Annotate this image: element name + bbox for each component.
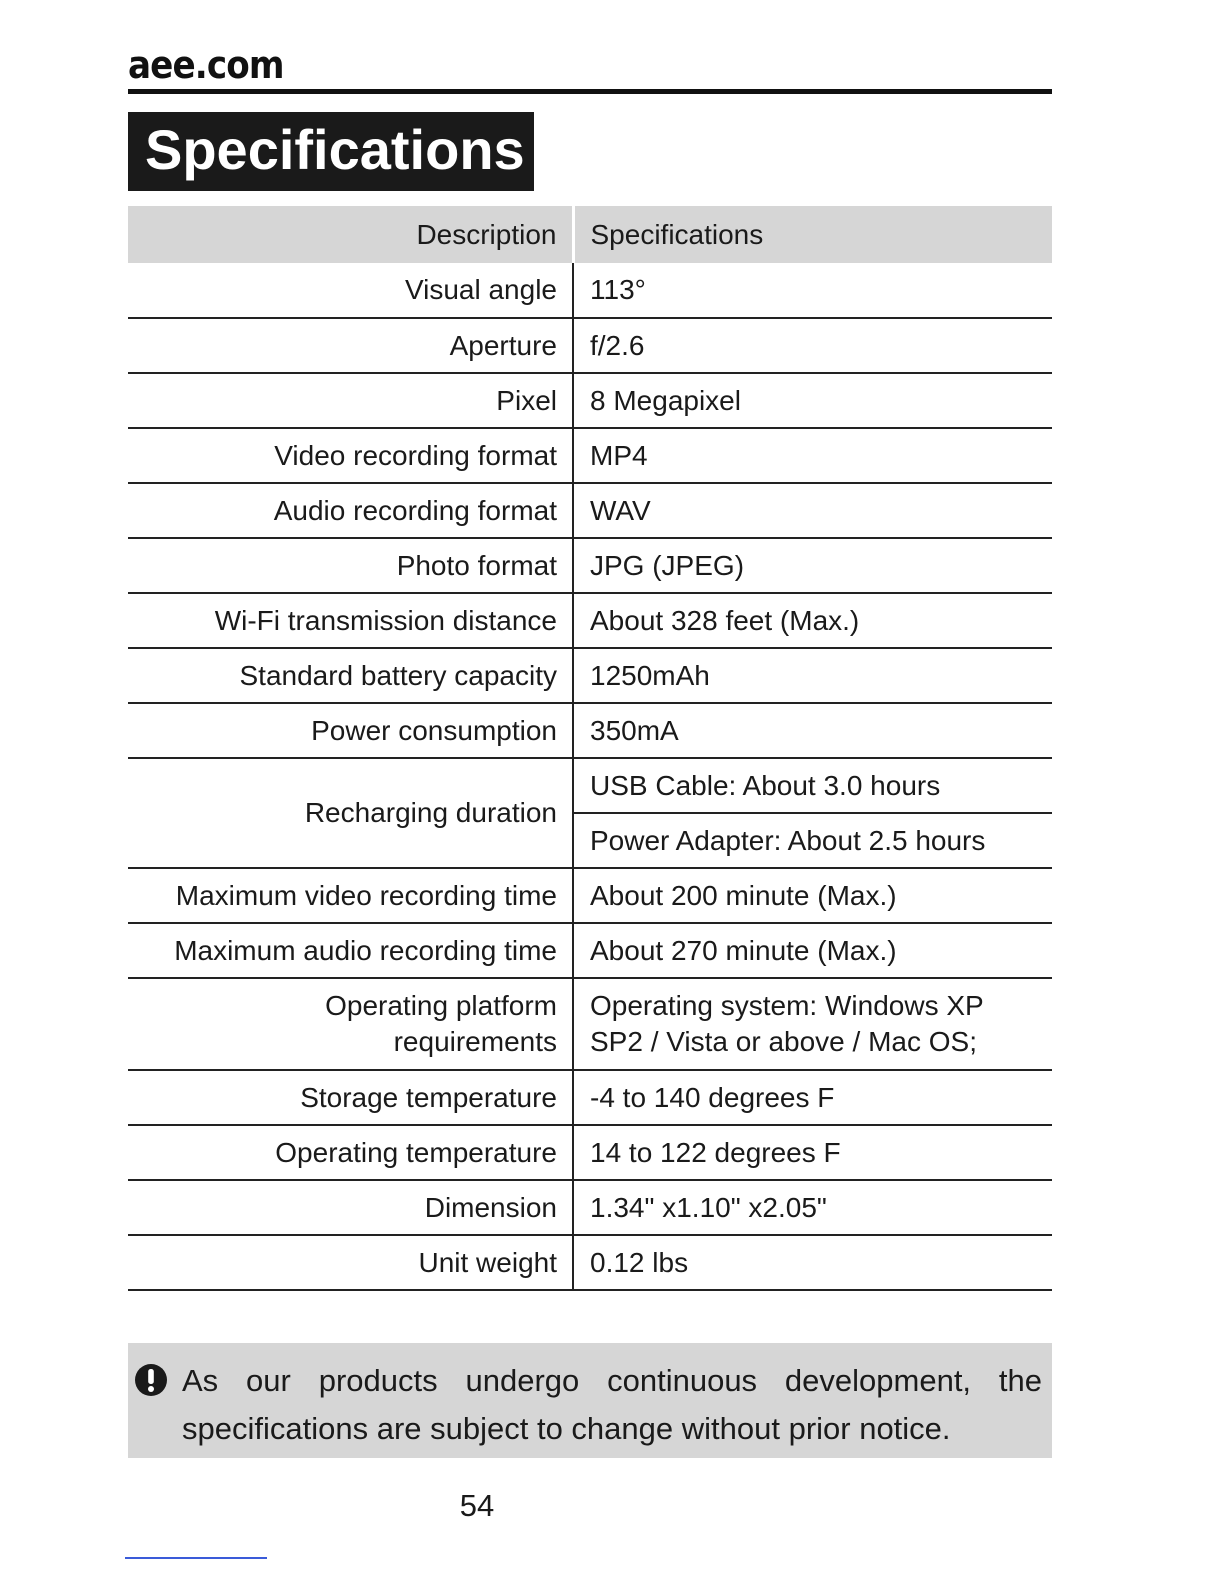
row-description: Maximum video recording time: [128, 868, 573, 923]
table-row: [128, 538, 1052, 593]
table-row: [128, 428, 1052, 483]
table-row: [128, 868, 1052, 923]
row-value: 113°: [573, 263, 1052, 318]
table-row: [128, 1235, 1052, 1290]
notice-text-line: specifications are subject to change without prior notice.: [182, 1411, 951, 1446]
row-description: Visual angle: [128, 263, 573, 318]
row-description-line: Operating platform: [325, 990, 557, 1021]
row-description: Storage temperature: [128, 1070, 573, 1125]
row-description: Recharging duration: [128, 758, 573, 868]
row-description: Dimension: [128, 1180, 573, 1235]
row-description: Aperture: [128, 318, 573, 373]
table-row: [128, 978, 1052, 1070]
table-row: [128, 1180, 1052, 1235]
row-description-line: requirements: [393, 1026, 557, 1057]
row-value: MP4: [573, 428, 1052, 483]
row-value: Power Adapter: About 2.5 hours: [573, 813, 1052, 868]
notice-box: [128, 1343, 1052, 1458]
column-header-description: Description: [128, 206, 573, 263]
row-description: Pixel: [128, 373, 573, 428]
row-value: USB Cable: About 3.0 hours: [573, 758, 1052, 813]
row-description: [128, 978, 573, 1070]
row-description: Photo format: [128, 538, 573, 593]
row-value: WAV: [573, 483, 1052, 538]
row-description: Video recording format: [128, 428, 573, 483]
table-row: [128, 703, 1052, 758]
notice-text-line: As our products undergo continuous development, the: [182, 1363, 1042, 1398]
row-value: About 200 minute (Max.): [573, 868, 1052, 923]
row-description: Standard battery capacity: [128, 648, 573, 703]
row-description: Wi-Fi transmission distance: [128, 593, 573, 648]
row-value: 8 Megapixel: [573, 373, 1052, 428]
row-value-line: Operating system: Windows XP: [590, 990, 984, 1021]
page-title: Specifications: [128, 112, 534, 191]
brand-logo-text: aee.com: [128, 43, 284, 87]
row-description: Power consumption: [128, 703, 573, 758]
table-row: [128, 1125, 1052, 1180]
row-description: Unit weight: [128, 1235, 573, 1290]
row-value: f/2.6: [573, 318, 1052, 373]
row-value: 0.12 lbs: [573, 1235, 1052, 1290]
row-value-line: SP2 / Vista or above / Mac OS;: [590, 1026, 977, 1057]
table-header-row: [128, 206, 1052, 263]
column-header-specifications: Specifications: [573, 206, 1052, 263]
table-row: [128, 648, 1052, 703]
table-row: [128, 483, 1052, 538]
row-description: Operating temperature: [128, 1125, 573, 1180]
header-rule: [128, 89, 1052, 94]
row-value: About 270 minute (Max.): [573, 923, 1052, 978]
row-value: [573, 978, 1052, 1070]
table-row: [128, 373, 1052, 428]
table-row: [128, 923, 1052, 978]
row-description: Audio recording format: [128, 483, 573, 538]
row-value: 350mA: [573, 703, 1052, 758]
table-row: [128, 1070, 1052, 1125]
specifications-table: [128, 206, 1052, 1291]
row-value: JPG (JPEG): [573, 538, 1052, 593]
table-row: [128, 318, 1052, 373]
table-row: [128, 593, 1052, 648]
table-row: [128, 758, 1052, 813]
row-value: About 328 feet (Max.): [573, 593, 1052, 648]
row-value: 1250mAh: [573, 648, 1052, 703]
bottom-rule: [125, 1557, 267, 1559]
row-value: 1.34" x1.10" x2.05": [573, 1180, 1052, 1235]
row-value: 14 to 122 degrees F: [573, 1125, 1052, 1180]
page-number: 54: [459, 1488, 495, 1523]
table-row: [128, 263, 1052, 318]
row-description: Maximum audio recording time: [128, 923, 573, 978]
exclamation-circle-icon: [134, 1363, 168, 1397]
row-value: -4 to 140 degrees F: [573, 1070, 1052, 1125]
